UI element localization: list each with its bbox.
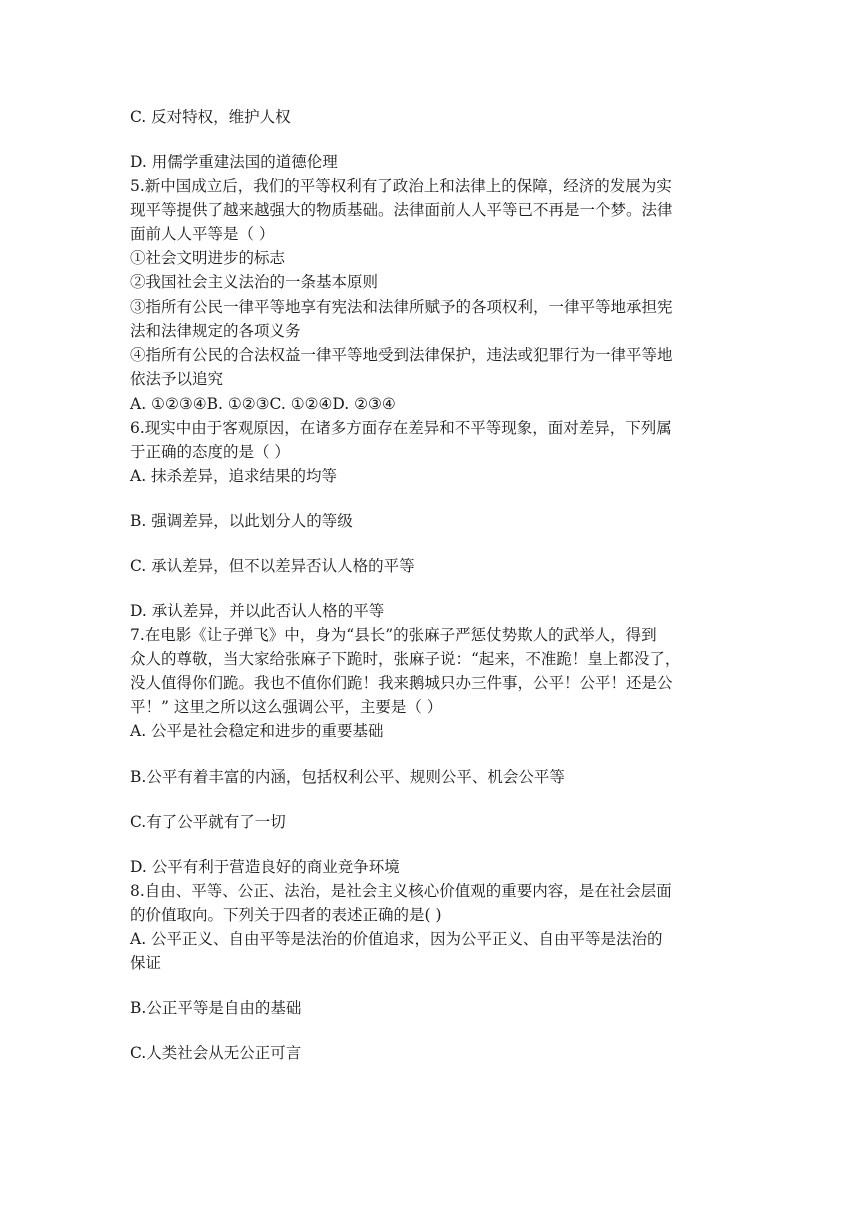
text-line: C.人类社会从无公正可言 <box>130 1044 302 1062</box>
text-line: D. 公平有利于营造良好的商业竞争环境 <box>130 858 400 876</box>
text-line: 没人值得你们跪。我也不值你们跪！我来鹅城只办三件事，公平！公平！还是公 <box>130 674 673 692</box>
text-line: B.公平有着丰富的内涵，包括权利公平、规则公平、机会公平等 <box>130 768 565 786</box>
text-line: D. 用儒学重建法国的道德伦理 <box>130 153 338 171</box>
text-line: 面前人人平等是（ ） <box>130 225 275 243</box>
text-line: C. 反对特权，维护人权 <box>130 108 291 126</box>
text-line: C. 承认差异，但不以差异否认人格的平等 <box>130 557 415 575</box>
text-line: 众人的尊敬，当大家给张麻子下跪时，张麻子说：“起来，不准跪！皇上都没了， <box>130 650 681 668</box>
text-line: 依法予以追究 <box>130 370 224 388</box>
text-line: 6.现实中由于客观原因，在诸多方面存在差异和不平等现象，面对差异，下列属 <box>130 419 672 437</box>
text-line: 法和法律规定的各项义务 <box>130 322 301 340</box>
text-line: 5.新中国成立后，我们的平等权利有了政治上和法律上的保障，经济的发展为实 <box>130 177 672 195</box>
text-line: D. 承认差异，并以此否认人格的平等 <box>130 602 385 620</box>
text-line: ④指所有公民的合法权益一律平等地受到法律保护，违法或犯罪行为一律平等地 <box>130 346 673 364</box>
text-line: A. 公平正义、自由平等是法治的价值追求，因为公平正义、自由平等是法治的 <box>130 930 663 948</box>
text-line: 平！” 这里之所以这么强调公平，主要是（ ） <box>130 698 443 716</box>
text-line: 的价值取向。下列关于四者的表述正确的是( ) <box>130 906 442 924</box>
text-line: ③指所有公民一律平等地享有宪法和法律所赋予的各项权利，一律平等地承担宪 <box>130 298 673 316</box>
text-line: 于正确的态度的是（ ） <box>130 443 290 461</box>
text-line: C.有了公平就有了一切 <box>130 813 286 831</box>
text-line: 现平等提供了越来越强大的物质基础。法律面前人人平等已不再是一个梦。法律 <box>130 201 673 219</box>
text-line: 8.自由、平等、公正、法治，是社会主义核心价值观的重要内容，是在社会层面 <box>130 882 672 900</box>
text-line: ①社会文明进步的标志 <box>130 249 286 267</box>
text-line: 保证 <box>130 954 162 972</box>
text-line: A. 公平是社会稳定和进步的重要基础 <box>130 722 384 740</box>
text-line: ②我国社会主义法治的一条基本原则 <box>130 273 379 291</box>
text-line: A. 抹杀差异，追求结果的均等 <box>130 467 338 485</box>
text-line: B.公正平等是自由的基础 <box>130 999 302 1017</box>
text-line: B. 强调差异，以此划分人的等级 <box>130 512 353 530</box>
text-line: 7.在电影《让子弹飞》中，身为“县长”的张麻子严惩仗势欺人的武举人，得到 <box>130 626 657 644</box>
text-line: A. ①②③④B. ①②③C. ①②④D. ②③④ <box>130 395 396 413</box>
